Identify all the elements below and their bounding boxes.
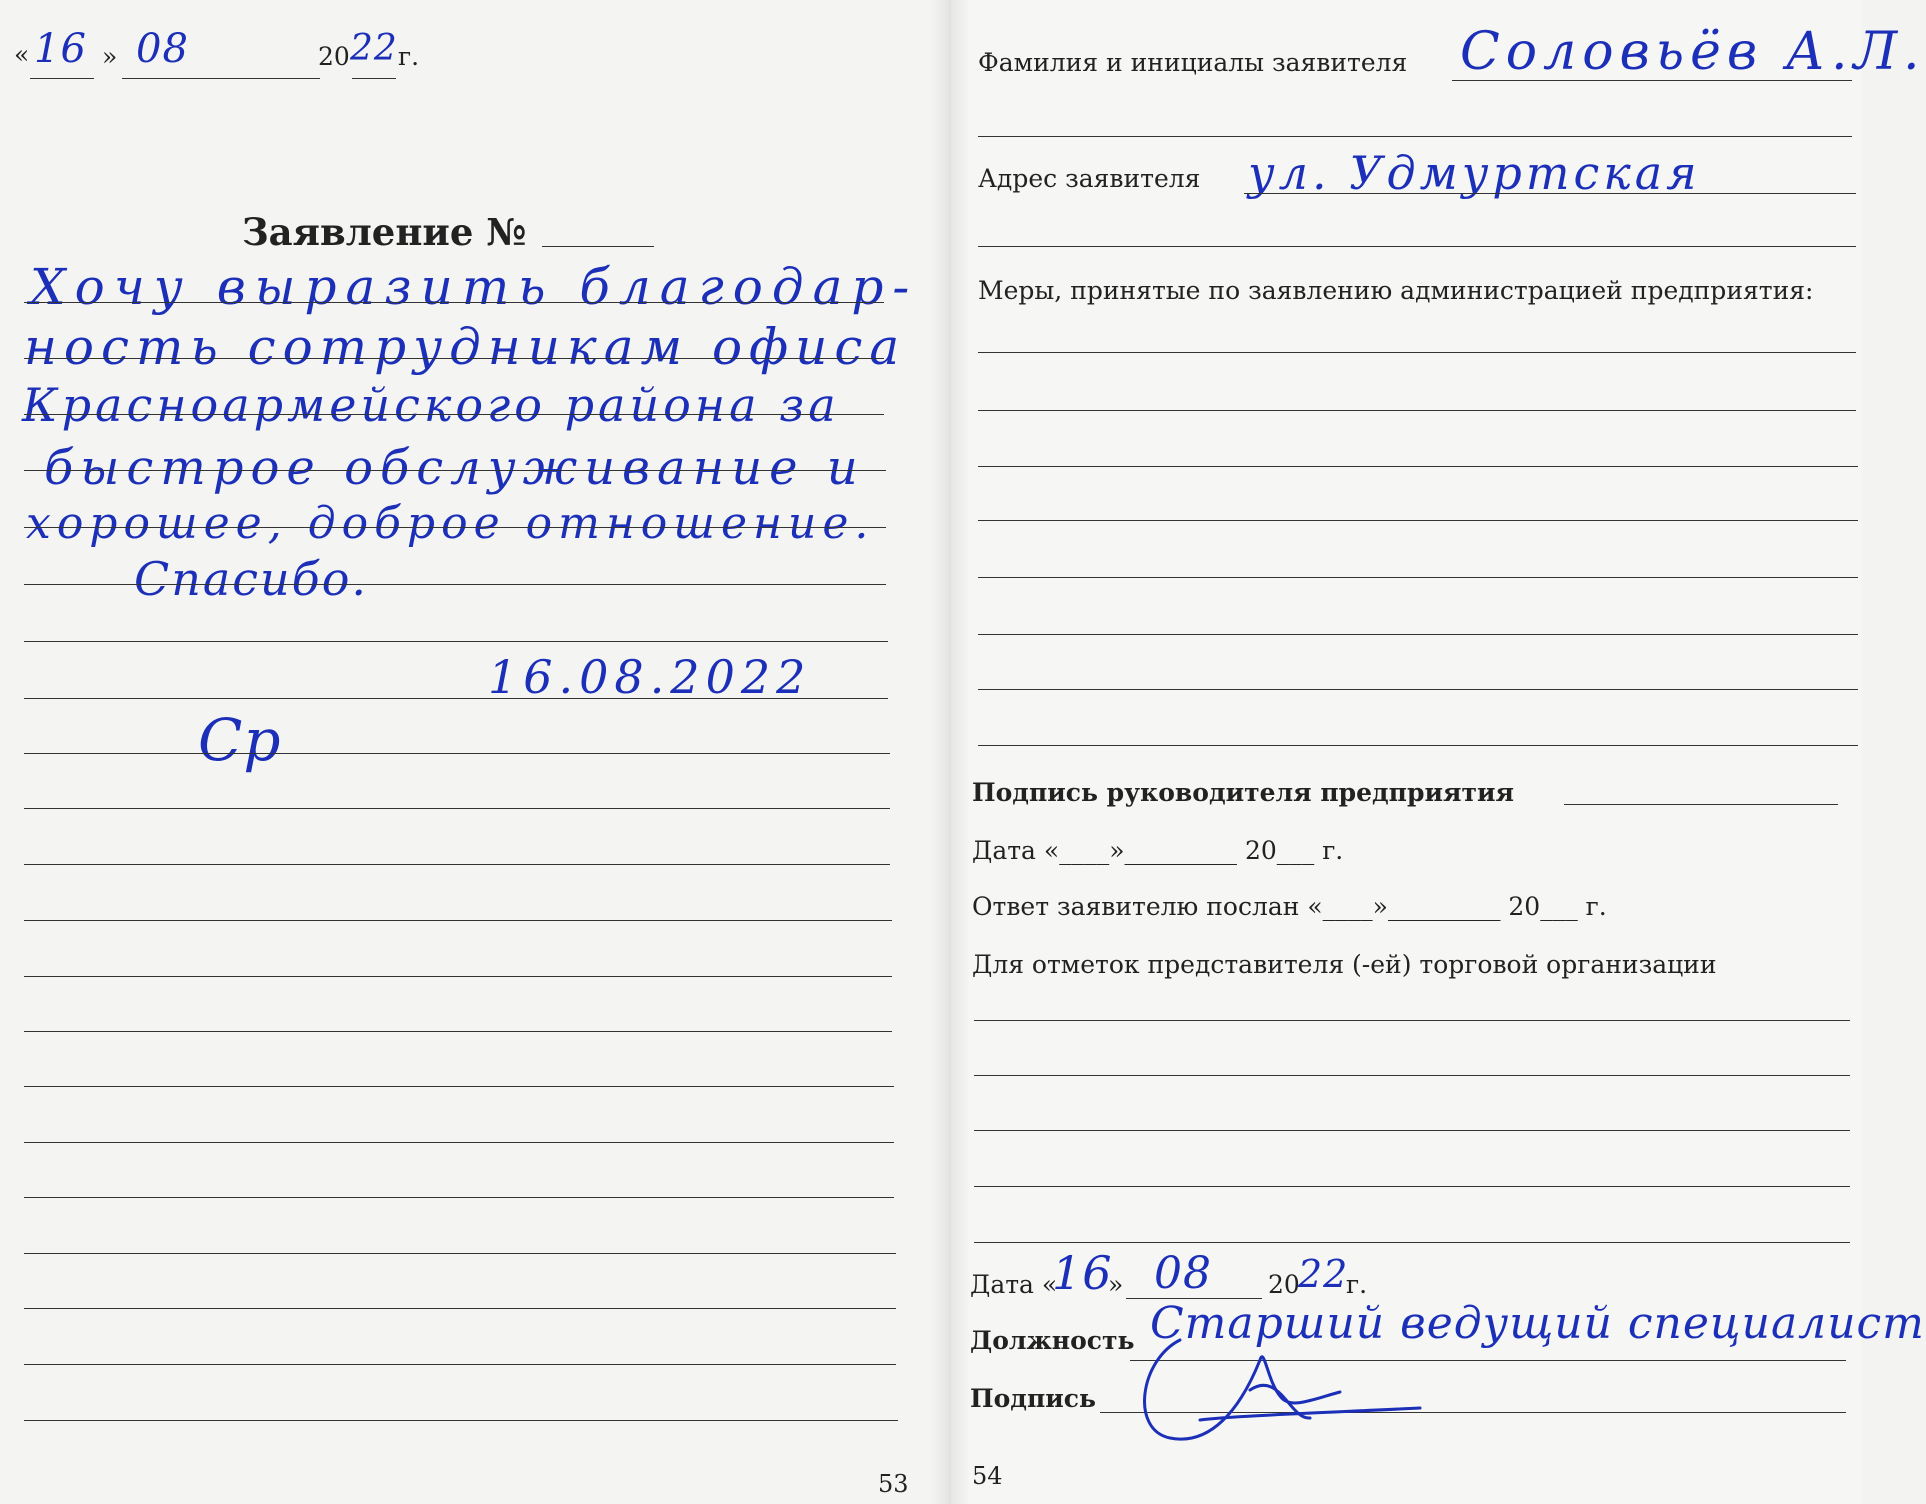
applicant-name-line [1452, 80, 1852, 81]
date1-label: Дата «____»_________ 20___ г. [972, 836, 1344, 865]
ruled-line [978, 352, 1856, 353]
reply-sent-label: Ответ заявителю послан «____»_________ 20___ г. [972, 892, 1607, 921]
ruled-line [24, 1253, 896, 1254]
date2-mid: » [1108, 1270, 1124, 1299]
ruled-line [978, 246, 1856, 247]
date-close-quote: » [102, 42, 118, 71]
date2-day-handwritten: 16 [1052, 1246, 1113, 1300]
ruled-line [978, 689, 1858, 690]
date-month-handwritten: 08 [136, 26, 189, 72]
ruled-line [24, 527, 886, 528]
ruled-line [24, 584, 886, 585]
ruled-line [974, 1130, 1850, 1131]
applicant-name-label: Фамилия и инициалы заявителя [978, 48, 1408, 77]
body-line-6: Спасибо. [134, 552, 369, 606]
ruled-line [978, 634, 1858, 635]
address-label: Адрес заявителя [978, 164, 1201, 193]
ruled-line [24, 1142, 894, 1143]
measures-label: Меры, принятые по заявлению администрацией предприятия: [978, 276, 1814, 305]
date2-suffix: г. [1346, 1270, 1368, 1299]
date-day-handwritten: 16 [34, 26, 87, 72]
manager-signature-line [1564, 804, 1838, 805]
body-line-1: Хочу выразить благодар- [30, 258, 919, 316]
date-month-line [122, 78, 320, 79]
ruled-line [24, 470, 886, 471]
body-line-4: быстрое обслуживание и [44, 440, 865, 496]
ruled-line [24, 976, 892, 977]
page-number-right: 54 [972, 1462, 1003, 1490]
left-page [0, 0, 950, 1504]
book-gutter [930, 0, 970, 1504]
body-line-2: ность сотрудникам офиса [24, 318, 907, 376]
ruled-line [24, 414, 884, 415]
date2-year-handwritten: 22 [1298, 1252, 1349, 1296]
employee-signature-drawing [1140, 1300, 1460, 1440]
ruled-line [978, 577, 1858, 578]
right-page [950, 0, 1926, 1504]
ruled-line [978, 520, 1858, 521]
trade-org-notes-label: Для отметок представителя (-ей) торговой организации [972, 950, 1717, 979]
date2-year-prefix: 20 [1268, 1270, 1300, 1299]
ruled-line [24, 698, 888, 699]
ruled-line [978, 466, 1858, 467]
date-day-line [30, 78, 94, 79]
ruled-line [978, 745, 1858, 746]
ruled-line [24, 864, 890, 865]
signature-label: Подпись [970, 1384, 1096, 1413]
ruled-line [974, 1020, 1850, 1021]
date2-label: Дата « [970, 1270, 1058, 1299]
statement-number-line [542, 246, 654, 247]
body-line-3: Красноармейского района за [22, 378, 840, 432]
ruled-line [24, 1031, 892, 1032]
ruled-line [24, 920, 892, 921]
statement-title: Заявление № [242, 210, 527, 254]
ruled-line [24, 808, 890, 809]
ruled-line [24, 1364, 896, 1365]
ruled-line [24, 1308, 896, 1309]
date-year-handwritten: 22 [350, 28, 398, 69]
ruled-line [978, 410, 1856, 411]
address-line [1244, 193, 1856, 194]
applicant-signature: Ср [198, 706, 282, 774]
ruled-line [974, 1186, 1850, 1187]
ruled-line [978, 136, 1852, 137]
ruled-line [24, 1197, 894, 1198]
position-label: Должность [970, 1326, 1135, 1355]
applicant-name-value: Соловьёв А.Л. [1460, 22, 1926, 82]
ruled-line [24, 358, 884, 359]
ruled-line [974, 1075, 1850, 1076]
date-open-quote: « [14, 40, 30, 69]
ruled-line [24, 753, 890, 754]
address-value: ул. Удмуртская [1248, 146, 1701, 200]
body-line-5: хорошее, доброе отношение. [26, 498, 875, 549]
date-year-line [352, 78, 396, 79]
ruled-line [974, 1242, 1850, 1243]
signed-date: 16.08.2022 [488, 650, 812, 704]
ruled-line [24, 1086, 894, 1087]
manager-signature-label: Подпись руководителя предприятия [972, 778, 1514, 807]
ruled-line [24, 302, 884, 303]
ruled-line [24, 1420, 898, 1421]
page-number-left: 53 [878, 1470, 909, 1498]
date-year-prefix: 20 [318, 42, 350, 71]
position-value: Старший ведущий специалист [1150, 1298, 1925, 1349]
date2-month-handwritten: 08 [1154, 1248, 1212, 1299]
ruled-line [24, 641, 888, 642]
date-year-suffix: г. [398, 42, 420, 71]
